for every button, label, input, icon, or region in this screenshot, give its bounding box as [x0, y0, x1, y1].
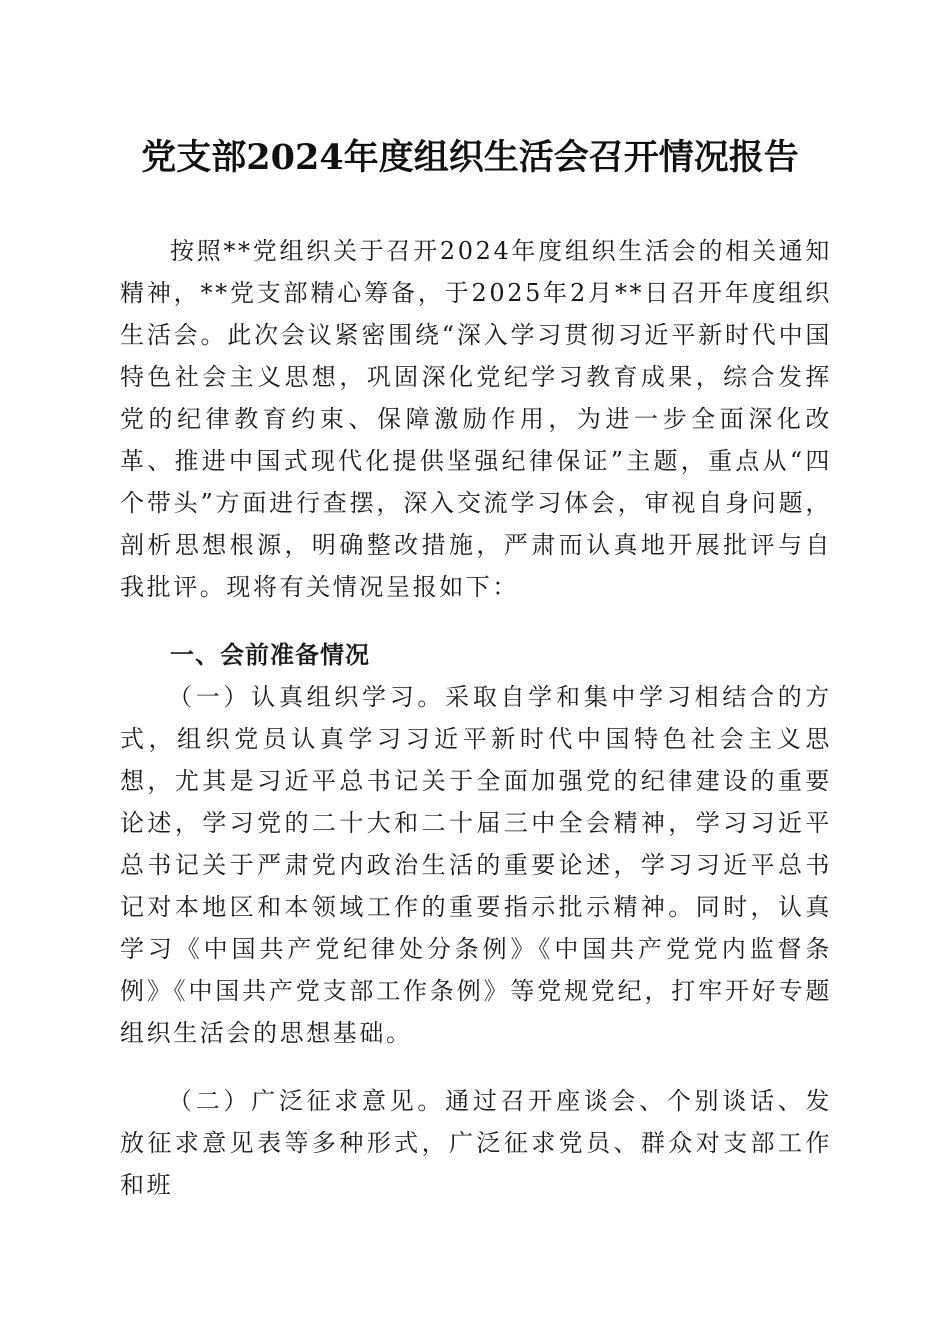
document-title: 党支部2024年度组织生活会召开情况报告: [141, 137, 799, 178]
subsection-study-text: 采取自学和集中学习相结合的方式，组织党员认真学习习近平新时代中国特色社会主义思想，尤其是习近平总书记关于全面加强党的纪律建设的重要论述，学习党的二十大和二十届三中全会精神，学习习近平总书记关于严肃党内政治生活的重要论述，学习习近平总书记对本地区和本领域工作的重要指示批示精神。同时，认真学习《中国共产党纪律处分条例》《中国共产党党内监督条例》《中国共产党支部工作条例》等党规党纪，打牢开好专题组织生活会的思想基础。: [120, 683, 833, 1047]
subsection-opinions-paragraph: [120, 1080, 832, 1206]
subsection-opinions-text: 通过召开座谈会、个别谈话、发放征求意见表等多种形式，广泛征求党员、群众对支部工作和班: [120, 1087, 833, 1199]
subsection-study-paragraph: [120, 676, 832, 1054]
intro-paragraph: 按照**党组织关于召开2024年度组织生活会的相关通知精神，**党支部精心筹备，于2025年2月**日召开年度组织生活会。此次会议紧密围绕“深入学习贯彻习近平新时代中国特色社会主义思想，巩固深化党纪学习教育成果，综合发挥党的纪律教育约束、保障激励作用，为进一步全面深化改革、推进中国式现代化提供坚强纪律保证”主题，重点从“四个带头”方面进行查摆，深入交流学习体会，审视自身问题，剖析思想根源，明确整改措施，严肃而认真地开展批评与自我批评。现将有关情况呈报如下：: [120, 237, 832, 601]
subsection-opinions-lead: （二）广泛征求意见。: [168, 1087, 446, 1115]
section-heading-preparation: 一、会前准备情况: [170, 641, 370, 669]
subsection-study-lead: （一）认真组织学习。: [168, 683, 446, 711]
